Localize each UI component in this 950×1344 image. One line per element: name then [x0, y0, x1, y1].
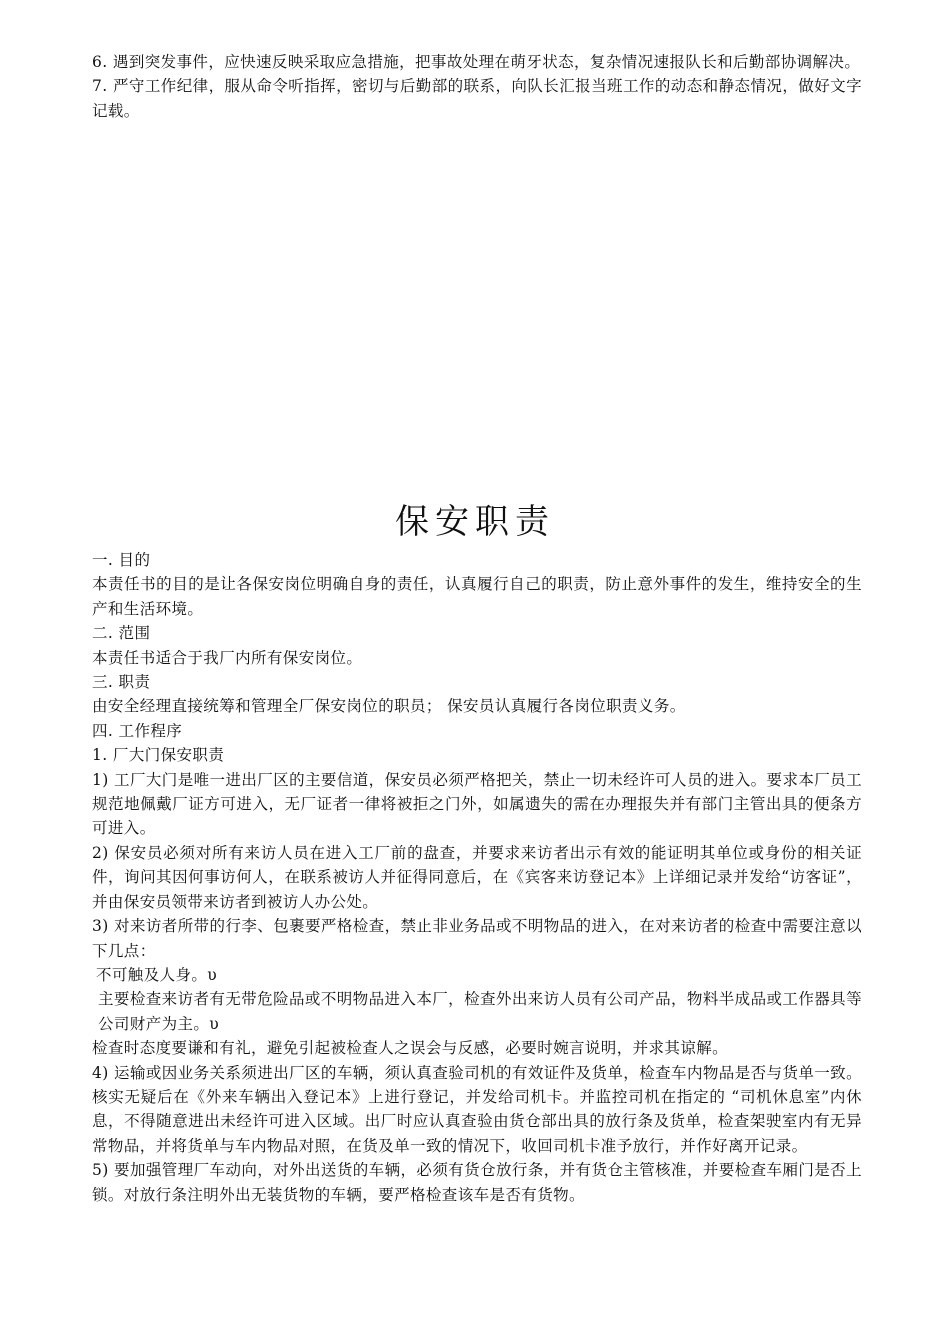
item-6-paragraph: 6. 遇到突发事件，应快速反映采取应急措施，把事故处理在萌牙状态，复杂情况速报队长和后勤部协调解决。	[92, 53, 861, 71]
heading-scope: 二. 范围	[92, 624, 151, 643]
heading-duties: 三. 职责	[92, 673, 151, 692]
heading-procedure: 四. 工作程序	[92, 721, 183, 740]
scope-paragraph: 本责任书适合于我厂内所有保安岗位。	[92, 648, 363, 667]
procedure-item-5: 5) 要加强管理厂车动向，对外出送货的车辆，必须有货仓放行条，并有货仓主管核准，并要检查车厢门是否上锁。对放行条注明外出无装货物的车辆，要严格检查该车是否有货物。	[92, 1161, 862, 1204]
item-7-paragraph: 7. 严守工作纪律，服从命令听指挥，密切与后勤部的联系，向队长汇报当班工作的动态和静态情况，做好文字记载。	[92, 77, 862, 120]
inspection-note-1: 不可触及人身。υ	[96, 965, 218, 984]
document-body	[92, 548, 862, 1207]
top-continuation-section	[92, 50, 862, 123]
duties-paragraph: 由安全经理直接统筹和管理全厂保安岗位的职员； 保安员认真履行各岗位职责义务。	[92, 697, 686, 716]
procedure-item-3: 3) 对来访者所带的行李、包裹要严格检查，禁止非业务品或不明物品的进入，在对来访者的检查中需要注意以下几点：	[92, 917, 862, 960]
heading-purpose: 一. 目的	[92, 551, 151, 569]
procedure-item-2: 2) 保安员必须对所有来访人员在进入工厂前的盘查，并要求来访者出示有效的能证明其单位或身份的相关证件，询问其因何事访何人，在联系被访人并征得同意后，在《宾客来访登记本》上详细记录并发给“访客证”，并由保安员领带来访者到被访人办公处。	[92, 843, 862, 911]
inspection-note-2: 主要检查来访者有无带危险品或不明物品进入本厂，检查外出来访人员有公司产品，物料半成品或工作器具等公司财产为主。υ	[98, 990, 862, 1033]
document-title: 保安职责	[395, 502, 555, 542]
procedure-item-1: 1) 工厂大门是唯一进出厂区的主要信道，保安员必须严格把关，禁止一切未经许可人员的进入。要求本厂员工规范地佩戴厂证方可进入，无厂证者一律将被拒之门外，如属遗失的需在办理报失并有部门主管出具的便条方可进入。	[92, 770, 862, 838]
subheading-gate-duties: 1. 厂大门保安职责	[92, 746, 225, 765]
procedure-item-4: 4) 运输或因业务关系须进出厂区的车辆，须认真查验司机的有效证件及货单，检查车内物品是否与货单一致。核实无疑后在《外来车辆出入登记本》上进行登记，并发给司机卡。并监控司机在指定的 “司机休息室”内休息，不得随意进出未经许可进入区域。出厂时应认真查验由货仓部出具的放行条及货单，检查架驶室内有无异常物品，并将货单与车内物品对照，在货及单一致的情况下，收回司机卡准予放行，并作好离开记录。	[92, 1063, 862, 1155]
purpose-paragraph: 本责任书的目的是让各保安岗位明确自身的责任，认真履行自己的职责，防止意外事件的发生，维持安全的生产和生活环境。	[92, 575, 862, 618]
inspection-note-3: 检查时态度要谦和有礼，避免引起被检查人之误会与反感，必要时婉言说明，并求其谅解。	[92, 1039, 729, 1058]
